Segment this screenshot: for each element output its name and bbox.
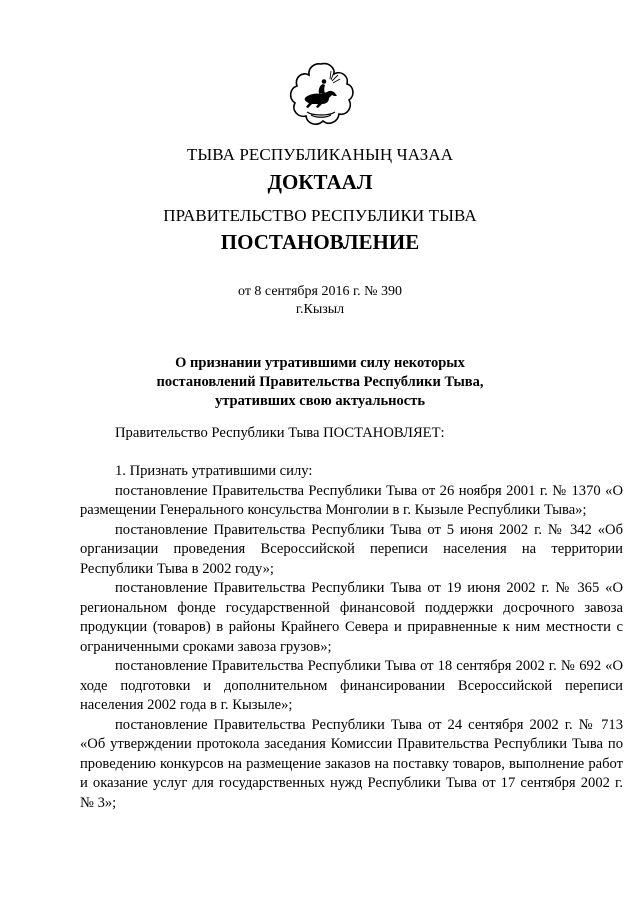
decree-city: г.Кызыл	[295, 302, 345, 317]
document-title-line-1: О признании утратившими силу некоторых	[175, 355, 465, 371]
list-item: постановление Правительства Республики Тыва от 19 июня 2002 г. № 365 «О региональном фонде государственной финансовой поддержки досрочного завоза продукции (товаров) в районы Крайнего Севера и приравненные к ним местности с ограниченными сроками завоза грузов»;	[80, 580, 623, 655]
list-item: постановление Правительства Республики Тыва от 24 сентября 2002 г. № 713 «Об утверждении протокола заседания Комиссии Правительства Республики Тыва по проведению конкурсов на размещение заказов на поставку товаров, выполнение работ и оказание услуг для государственных нужд Республики Тыва от 17 сентября 2002 г. № 3»;	[80, 716, 623, 811]
document-title-line-2: постановлений Правительства Республики Тыва,	[156, 374, 484, 390]
russian-decree-heading: ПОСТАНОВЛЕНИЕ	[220, 230, 420, 254]
russian-government-heading: ПРАВИТЕЛЬСТВО РЕСПУБЛИКИ ТЫВА	[163, 206, 477, 225]
preamble-block	[80, 424, 623, 444]
decree-date-number: от 8 сентября 2016 г. № 390	[238, 284, 402, 299]
list-item: постановление Правительства Республики Тыва от 26 ноября 2001 г. № 1370 «О размещении Генерального консульства Монголии в г. Кызыле Республики Тыва»;	[80, 482, 623, 518]
coat-of-arms-emblem	[285, 58, 357, 130]
item-1-intro: 1. Признать утратившими силу:	[115, 463, 313, 479]
tuvan-decree-heading: ДОКТААЛ	[267, 170, 373, 194]
document-title-line-3: утративших свою актуальность	[215, 393, 425, 409]
list-item: постановление Правительства Республики Тыва от 5 июня 2002 г. № 342 «Об организации проведения Всероссийской переписи населения на территории Республики Тыва в 2002 году»;	[80, 521, 623, 577]
decree-list	[80, 462, 623, 813]
preamble-text: Правительство Республики Тыва ПОСТАНОВЛЯЕТ:	[115, 425, 445, 441]
tuvan-government-heading: ТЫВА РЕСПУБЛИКАНЫҢ ЧАЗАА	[186, 145, 454, 164]
list-item: постановление Правительства Республики Тыва от 18 сентября 2002 г. № 692 «О ходе подготовки и дополнительном финансировании Всероссийской переписи населения 2002 года в г. Кызыле»;	[80, 658, 623, 713]
